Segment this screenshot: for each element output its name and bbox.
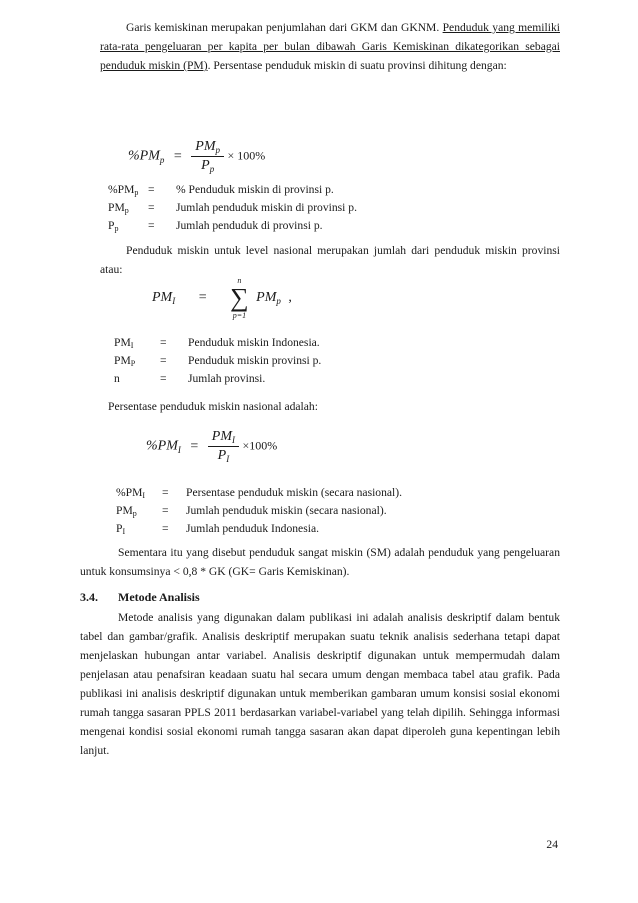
def-key-sub: I: [122, 527, 126, 536]
def-equals: =: [148, 219, 155, 232]
def-equals: =: [148, 183, 155, 196]
formula1-times: × 100%: [227, 148, 266, 163]
def-key-sub: p: [124, 206, 129, 215]
formula1-numerator-sub: p: [215, 145, 221, 155]
formula2-equals: =: [198, 290, 207, 305]
formula3-times: ×100%: [242, 438, 278, 453]
very-poor-paragraph: [80, 543, 560, 581]
sigma-lower-limit: p=1: [232, 311, 247, 320]
def-key: %PM: [108, 183, 135, 196]
page-number: 24: [546, 838, 558, 851]
sigma-upper-limit: n: [237, 276, 242, 285]
formula3-lhs-sub: I: [177, 444, 181, 455]
def-key: %PM: [116, 486, 143, 499]
national-percent-paragraph: [108, 397, 558, 416]
def-key-sub: p: [134, 188, 139, 197]
def-equals: =: [160, 354, 167, 367]
formula-percent-pm-national: $\%PM_I$ = $\frac{PM_I}{P_I}$ ×100%: [146, 429, 278, 464]
section-title: Metode Analisis: [118, 590, 200, 604]
formula1-lhs: %PM: [128, 148, 160, 164]
definitions-2: [114, 334, 321, 388]
formula2-comma: ,: [288, 290, 292, 305]
def-key-sub: I: [130, 341, 134, 350]
formula3-numerator-sub: I: [232, 435, 236, 445]
summation-symbol: [230, 276, 249, 320]
formula1-lhs-sub: p: [159, 154, 165, 165]
formula1-numerator: PM: [195, 139, 216, 154]
formula-percent-pm-province: $\%PM_p$ = $\frac{PM_p}{P_p}$ × 100%: [128, 139, 266, 174]
def-description: Persentase penduduk miskin (secara nasional).: [186, 486, 403, 499]
definition-row: [114, 370, 321, 388]
formula1-denominator-sub: p: [209, 164, 215, 174]
formula2-term: PM: [256, 290, 277, 305]
def-key: n: [114, 372, 120, 385]
formula3-lhs: %PM: [146, 438, 178, 454]
def-equals: =: [162, 522, 169, 535]
formula3-numerator: PM: [211, 429, 233, 444]
formula3-denominator: P: [217, 448, 227, 463]
definitions-3: [116, 484, 402, 538]
sigma-icon: ∑: [230, 283, 249, 312]
definition-row: [108, 199, 357, 217]
national-paragraph-text: Penduduk miskin untuk level nasional merupakan jumlah dari penduduk miskin provinsi atau:: [100, 244, 560, 276]
national-percent-text: Persentase penduduk miskin nasional adalah:: [108, 400, 318, 413]
definition-row: [108, 181, 357, 199]
def-description: Jumlah provinsi.: [188, 372, 266, 385]
def-equals: =: [162, 486, 169, 499]
def-key: PM: [114, 336, 131, 349]
section-number: 3.4.: [80, 590, 98, 604]
formula2-term-sub: p: [276, 296, 281, 306]
def-description: Penduduk miskin provinsi p.: [188, 354, 322, 367]
def-key: PM: [108, 201, 125, 214]
def-equals: =: [162, 504, 169, 517]
definition-row: [114, 334, 321, 352]
definitions-1: [108, 181, 357, 235]
formula3-fraction: [208, 428, 239, 465]
def-key: PM: [116, 504, 133, 517]
formula2-lhs: PM: [152, 290, 173, 305]
intro-sentence-3: . Persentase penduduk miskin di suatu provinsi dihitung dengan:: [207, 59, 507, 72]
method-text: Metode analisis yang digunakan dalam publikasi ini adalah analisis deskriptif dalam bentuk tabel dan gambar/grafik. Analisis deskriptif merupakan suatu teknik analisis sederhana tetapi dapat menjelaskan hubungan antar variabel. Analisis deskriptif digunakan untuk mempermudah dalam penjelasan atau penafsiran keadaan suatu hal secara umum dengan membaca tabel atau grafik. Pada publikasi ini analisis deskriptif digunakan untuk memberikan gambaran umum konsisi sosial ekonomi rumah tangga sasaran PPLS 2011 berdasarkan variabel-variabel yang telah dipilih. Sehingga informasi mengenai kondisi sosial ekonomi rumah tangga sasaran akan dapat diperoleh guna kepentingan lebih lanjut.: [80, 611, 560, 757]
national-paragraph: [100, 241, 560, 279]
very-poor-text: Sementara itu yang disebut penduduk sangat miskin (SM) adalah penduduk yang pengeluaran untuk konsumsinya < 0,8 * GK (GK= Garis Kemiskinan).: [80, 546, 560, 578]
def-key-sub: P: [130, 359, 136, 368]
def-description: Jumlah penduduk miskin di provinsi p.: [176, 201, 357, 214]
intro-sentence-1: Garis kemiskinan merupakan penjumlahan dari GKM dan GKNM.: [126, 21, 440, 34]
intro-paragraph: [100, 18, 560, 75]
definition-row: [116, 502, 402, 520]
def-key: PM: [114, 354, 131, 367]
def-key: P: [116, 522, 123, 535]
def-description: Jumlah penduduk di provinsi p.: [176, 219, 323, 232]
formula2-lhs-sub: I: [172, 296, 176, 306]
def-description: Penduduk miskin Indonesia.: [188, 336, 320, 349]
method-paragraph: [80, 608, 560, 760]
definition-row: [116, 520, 402, 538]
def-key-sub: p: [114, 224, 119, 233]
def-description: Jumlah penduduk miskin (secara nasional).: [186, 504, 387, 517]
def-description: % Penduduk miskin di provinsi p.: [176, 183, 334, 196]
formula3-denominator-sub: I: [226, 454, 230, 464]
formula-pm-national-sum: [152, 276, 292, 320]
def-key: P: [108, 219, 115, 232]
def-description: Jumlah penduduk Indonesia.: [186, 522, 319, 535]
intro-sentence-2: Penduduk yang memiliki rata-rata pengeluaran per kapita per bulan dibawah Garis Kemiskinan dikategorikan sebagai penduduk miskin (PM): [100, 21, 560, 72]
def-equals: =: [148, 201, 155, 214]
def-key-sub: I: [142, 491, 146, 500]
section-heading: [80, 590, 200, 605]
definition-row: [108, 217, 357, 235]
formula1-fraction: [191, 138, 224, 175]
formula1-denominator: P: [201, 158, 210, 173]
definition-row: [114, 352, 321, 370]
def-equals: =: [160, 336, 167, 349]
def-key-sub: p: [132, 509, 137, 518]
definition-row: [116, 484, 402, 502]
def-equals: =: [160, 372, 167, 385]
